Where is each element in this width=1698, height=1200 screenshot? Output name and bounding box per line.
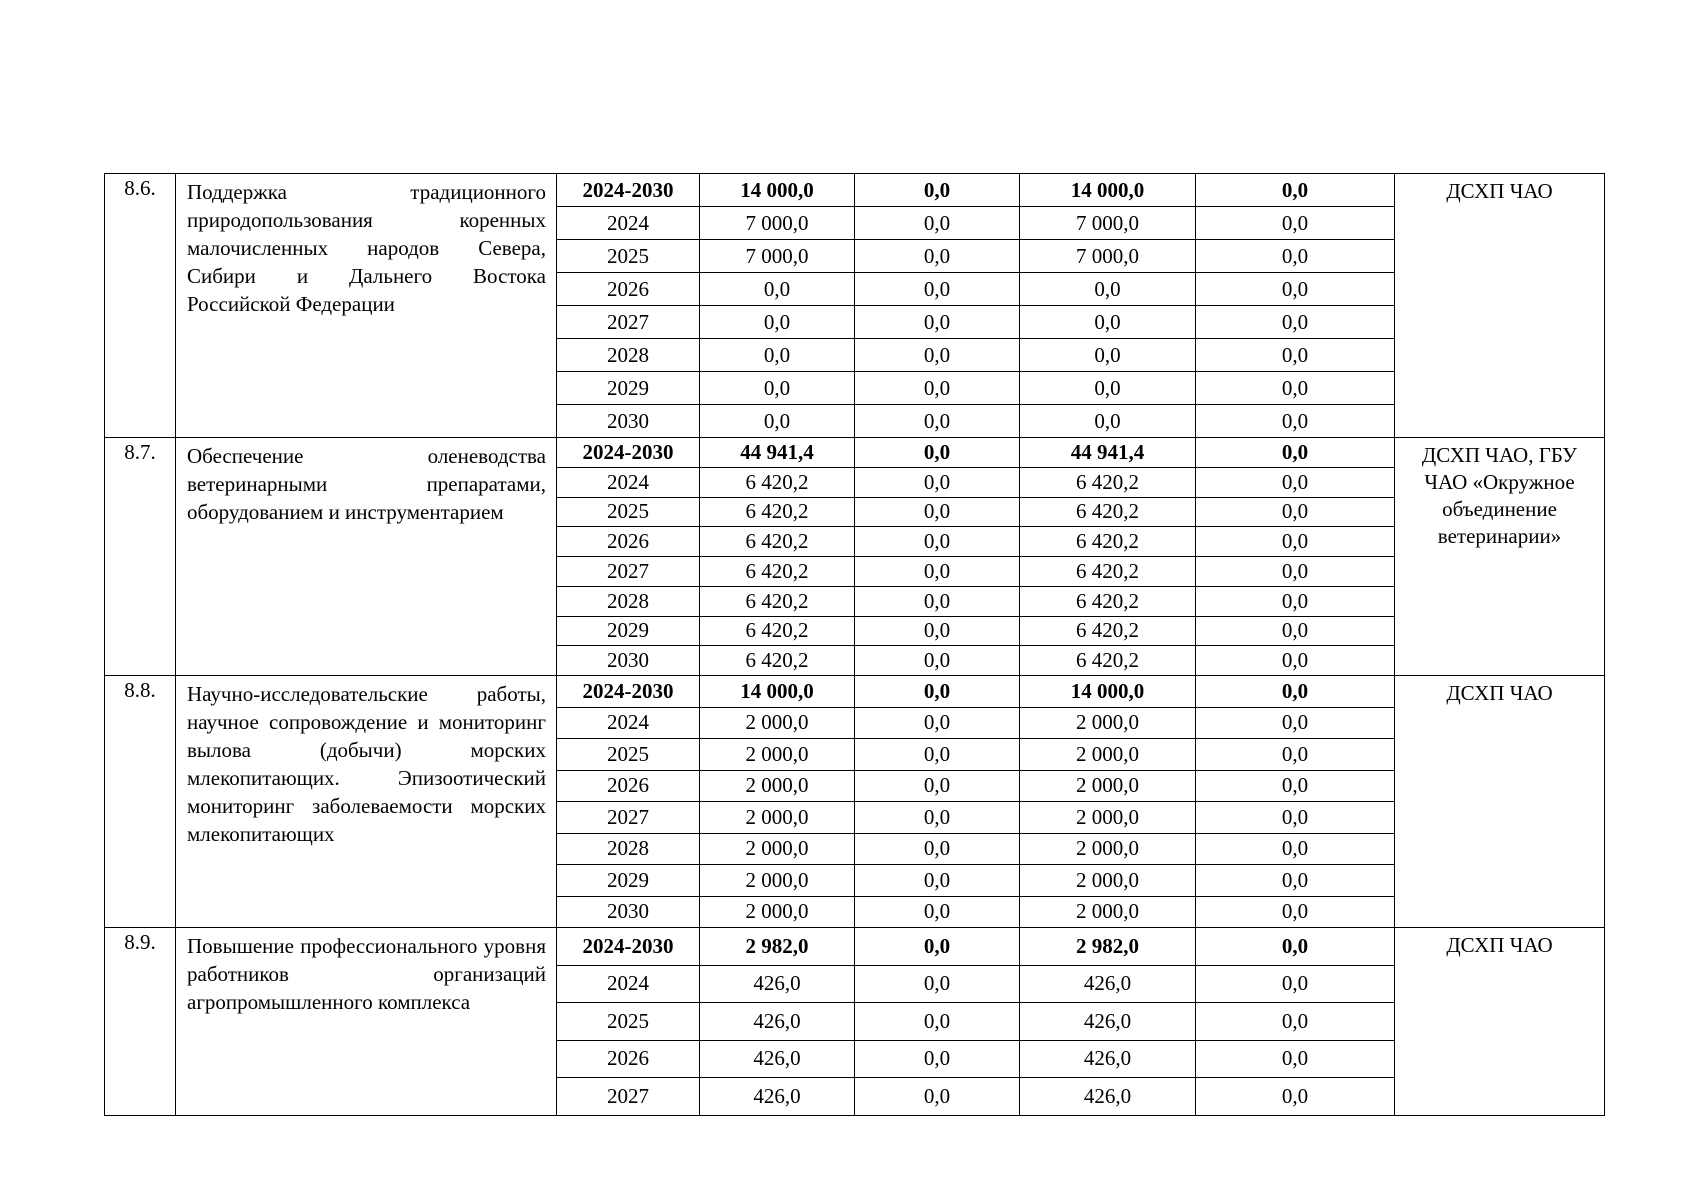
table-row-total xyxy=(105,928,1605,966)
total-amount-cell: 6 420,2 xyxy=(700,616,855,646)
amount-cell: 2 000,0 xyxy=(1020,802,1196,834)
amount-cell: 0,0 xyxy=(1196,1078,1395,1116)
item-number: 8.9. xyxy=(105,928,176,1116)
amount-cell: 2 000,0 xyxy=(1020,707,1196,739)
amount-cell: 0,0 xyxy=(855,928,1020,966)
amount-cell: 0,0 xyxy=(855,739,1020,771)
amount-cell: 0,0 xyxy=(1196,557,1395,587)
amount-cell: 44 941,4 xyxy=(1020,438,1196,468)
total-amount-cell: 0,0 xyxy=(700,372,855,405)
total-amount-cell: 6 420,2 xyxy=(700,646,855,676)
amount-cell: 0,0 xyxy=(1196,802,1395,834)
amount-cell: 0,0 xyxy=(855,527,1020,557)
total-amount-cell: 14 000,0 xyxy=(700,174,855,207)
amount-cell: 0,0 xyxy=(1196,707,1395,739)
amount-cell: 0,0 xyxy=(1196,586,1395,616)
responsible-executor: ДСХП ЧАО xyxy=(1395,676,1605,928)
period-cell: 2025 xyxy=(557,240,700,273)
period-cell: 2026 xyxy=(557,770,700,802)
responsible-executor: ДСХП ЧАО xyxy=(1395,174,1605,438)
amount-cell: 0,0 xyxy=(855,896,1020,928)
period-cell: 2024 xyxy=(557,965,700,1003)
period-cell: 2025 xyxy=(557,739,700,771)
amount-cell: 0,0 xyxy=(1020,306,1196,339)
responsible-executor: ДСХП ЧАО, ГБУ ЧАО «Окружное объединение ветеринарии» xyxy=(1395,438,1605,676)
amount-cell: 0,0 xyxy=(855,240,1020,273)
amount-cell: 0,0 xyxy=(855,1040,1020,1078)
amount-cell: 0,0 xyxy=(855,405,1020,438)
amount-cell: 426,0 xyxy=(1020,1078,1196,1116)
amount-cell: 0,0 xyxy=(1196,739,1395,771)
period-cell: 2027 xyxy=(557,1078,700,1116)
amount-cell: 14 000,0 xyxy=(1020,676,1196,708)
item-name: Повышение профессионального уровня работников организаций агропромышленного комплекса xyxy=(176,928,557,1116)
amount-cell: 0,0 xyxy=(1196,527,1395,557)
total-amount-cell: 14 000,0 xyxy=(700,676,855,708)
amount-cell: 0,0 xyxy=(855,467,1020,497)
amount-cell: 0,0 xyxy=(1196,1003,1395,1041)
amount-cell: 0,0 xyxy=(1196,646,1395,676)
total-amount-cell: 2 982,0 xyxy=(700,928,855,966)
program-measures-table xyxy=(104,173,1605,1116)
period-cell: 2026 xyxy=(557,1040,700,1078)
total-amount-cell: 426,0 xyxy=(700,965,855,1003)
amount-cell: 2 000,0 xyxy=(1020,770,1196,802)
amount-cell: 0,0 xyxy=(1196,207,1395,240)
amount-cell: 7 000,0 xyxy=(1020,240,1196,273)
amount-cell: 0,0 xyxy=(855,965,1020,1003)
total-amount-cell: 7 000,0 xyxy=(700,240,855,273)
amount-cell: 0,0 xyxy=(855,833,1020,865)
total-amount-cell: 44 941,4 xyxy=(700,438,855,468)
amount-cell: 0,0 xyxy=(1196,497,1395,527)
amount-cell: 0,0 xyxy=(855,207,1020,240)
amount-cell: 2 000,0 xyxy=(1020,739,1196,771)
amount-cell: 0,0 xyxy=(855,616,1020,646)
period-cell: 2024-2030 xyxy=(557,438,700,468)
amount-cell: 2 982,0 xyxy=(1020,928,1196,966)
amount-cell: 7 000,0 xyxy=(1020,207,1196,240)
amount-cell: 0,0 xyxy=(855,770,1020,802)
amount-cell: 0,0 xyxy=(1196,896,1395,928)
total-amount-cell: 6 420,2 xyxy=(700,527,855,557)
amount-cell: 6 420,2 xyxy=(1020,616,1196,646)
amount-cell: 0,0 xyxy=(855,802,1020,834)
amount-cell: 6 420,2 xyxy=(1020,557,1196,587)
total-amount-cell: 426,0 xyxy=(700,1003,855,1041)
amount-cell: 0,0 xyxy=(1196,306,1395,339)
total-amount-cell: 426,0 xyxy=(700,1040,855,1078)
total-amount-cell: 426,0 xyxy=(700,1078,855,1116)
amount-cell: 0,0 xyxy=(855,174,1020,207)
period-cell: 2028 xyxy=(557,339,700,372)
amount-cell: 426,0 xyxy=(1020,1040,1196,1078)
total-amount-cell: 2 000,0 xyxy=(700,865,855,897)
amount-cell: 2 000,0 xyxy=(1020,833,1196,865)
item-number: 8.6. xyxy=(105,174,176,438)
amount-cell: 0,0 xyxy=(855,646,1020,676)
period-cell: 2025 xyxy=(557,497,700,527)
period-cell: 2029 xyxy=(557,865,700,897)
amount-cell: 0,0 xyxy=(1020,405,1196,438)
amount-cell: 0,0 xyxy=(855,372,1020,405)
total-amount-cell: 0,0 xyxy=(700,339,855,372)
amount-cell: 6 420,2 xyxy=(1020,467,1196,497)
amount-cell: 0,0 xyxy=(1196,833,1395,865)
amount-cell: 0,0 xyxy=(1196,965,1395,1003)
amount-cell: 6 420,2 xyxy=(1020,527,1196,557)
total-amount-cell: 0,0 xyxy=(700,405,855,438)
amount-cell: 0,0 xyxy=(855,273,1020,306)
amount-cell: 0,0 xyxy=(1020,273,1196,306)
period-cell: 2030 xyxy=(557,896,700,928)
table-row-total xyxy=(105,438,1605,468)
amount-cell: 2 000,0 xyxy=(1020,896,1196,928)
amount-cell: 0,0 xyxy=(1196,174,1395,207)
total-amount-cell: 2 000,0 xyxy=(700,770,855,802)
item-name: Обеспечение оленеводства ветеринарными препаратами, оборудованием и инструментарием xyxy=(176,438,557,676)
period-cell: 2027 xyxy=(557,306,700,339)
period-cell: 2024 xyxy=(557,467,700,497)
amount-cell: 0,0 xyxy=(855,865,1020,897)
period-cell: 2024-2030 xyxy=(557,174,700,207)
table-row-total xyxy=(105,676,1605,708)
period-cell: 2029 xyxy=(557,372,700,405)
total-amount-cell: 7 000,0 xyxy=(700,207,855,240)
amount-cell: 0,0 xyxy=(1196,865,1395,897)
amount-cell: 0,0 xyxy=(855,1078,1020,1116)
amount-cell: 0,0 xyxy=(855,497,1020,527)
total-amount-cell: 2 000,0 xyxy=(700,896,855,928)
period-cell: 2025 xyxy=(557,1003,700,1041)
amount-cell: 0,0 xyxy=(1196,372,1395,405)
item-number: 8.8. xyxy=(105,676,176,928)
table-body xyxy=(105,174,1605,1116)
amount-cell: 0,0 xyxy=(1020,372,1196,405)
amount-cell: 0,0 xyxy=(1196,467,1395,497)
amount-cell: 6 420,2 xyxy=(1020,586,1196,616)
amount-cell: 0,0 xyxy=(855,438,1020,468)
period-cell: 2030 xyxy=(557,646,700,676)
item-number: 8.7. xyxy=(105,438,176,676)
period-cell: 2030 xyxy=(557,405,700,438)
amount-cell: 0,0 xyxy=(1196,438,1395,468)
amount-cell: 0,0 xyxy=(1196,405,1395,438)
period-cell: 2027 xyxy=(557,557,700,587)
item-name: Поддержка традиционного природопользования коренных малочисленных народов Севера, Сибири и Дальнего Востока Российской Федерации xyxy=(176,174,557,438)
total-amount-cell: 2 000,0 xyxy=(700,739,855,771)
amount-cell: 2 000,0 xyxy=(1020,865,1196,897)
period-cell: 2029 xyxy=(557,616,700,646)
period-cell: 2028 xyxy=(557,586,700,616)
amount-cell: 0,0 xyxy=(855,1003,1020,1041)
amount-cell: 0,0 xyxy=(855,306,1020,339)
total-amount-cell: 6 420,2 xyxy=(700,467,855,497)
total-amount-cell: 6 420,2 xyxy=(700,586,855,616)
amount-cell: 0,0 xyxy=(1196,616,1395,646)
amount-cell: 0,0 xyxy=(1020,339,1196,372)
total-amount-cell: 0,0 xyxy=(700,306,855,339)
amount-cell: 0,0 xyxy=(1196,273,1395,306)
amount-cell: 0,0 xyxy=(855,339,1020,372)
period-cell: 2028 xyxy=(557,833,700,865)
amount-cell: 6 420,2 xyxy=(1020,497,1196,527)
period-cell: 2026 xyxy=(557,527,700,557)
amount-cell: 14 000,0 xyxy=(1020,174,1196,207)
amount-cell: 6 420,2 xyxy=(1020,646,1196,676)
total-amount-cell: 0,0 xyxy=(700,273,855,306)
period-cell: 2024-2030 xyxy=(557,928,700,966)
item-name: Научно-исследовательские работы, научное сопровождение и мониторинг вылова (добычи) морских млекопитающих. Эпизоотический мониторинг заболеваемости морских млекопитающих xyxy=(176,676,557,928)
amount-cell: 0,0 xyxy=(855,707,1020,739)
period-cell: 2027 xyxy=(557,802,700,834)
table-row-total xyxy=(105,174,1605,207)
amount-cell: 0,0 xyxy=(1196,770,1395,802)
amount-cell: 0,0 xyxy=(855,586,1020,616)
total-amount-cell: 6 420,2 xyxy=(700,497,855,527)
amount-cell: 0,0 xyxy=(855,557,1020,587)
period-cell: 2026 xyxy=(557,273,700,306)
amount-cell: 426,0 xyxy=(1020,1003,1196,1041)
total-amount-cell: 2 000,0 xyxy=(700,833,855,865)
amount-cell: 0,0 xyxy=(1196,676,1395,708)
total-amount-cell: 2 000,0 xyxy=(700,707,855,739)
period-cell: 2024 xyxy=(557,207,700,240)
amount-cell: 0,0 xyxy=(1196,928,1395,966)
amount-cell: 426,0 xyxy=(1020,965,1196,1003)
amount-cell: 0,0 xyxy=(1196,1040,1395,1078)
amount-cell: 0,0 xyxy=(855,676,1020,708)
responsible-executor: ДСХП ЧАО xyxy=(1395,928,1605,1116)
amount-cell: 0,0 xyxy=(1196,339,1395,372)
total-amount-cell: 6 420,2 xyxy=(700,557,855,587)
period-cell: 2024 xyxy=(557,707,700,739)
period-cell: 2024-2030 xyxy=(557,676,700,708)
amount-cell: 0,0 xyxy=(1196,240,1395,273)
total-amount-cell: 2 000,0 xyxy=(700,802,855,834)
